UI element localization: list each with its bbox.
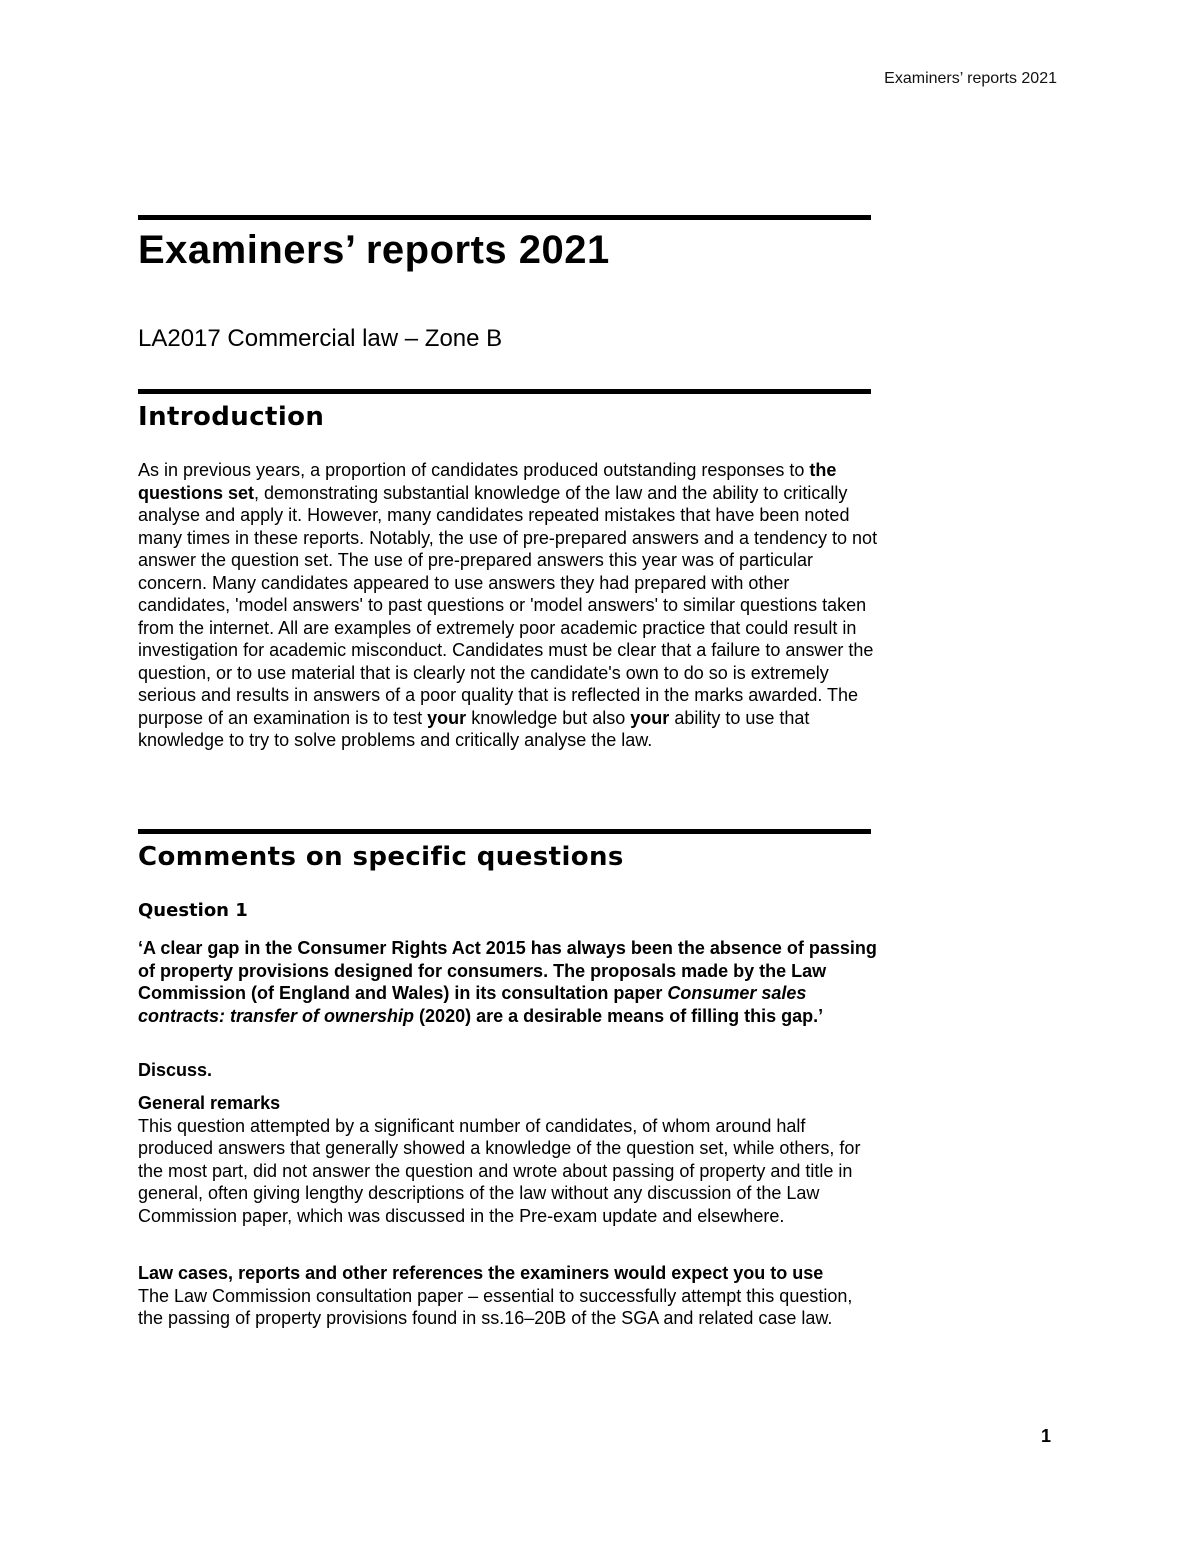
question-quote: [138, 937, 878, 1027]
general-remarks-text: This question attempted by a significant number of candidates, of whom around half produced answers that generally showed a knowledge of the question set, while others, for the most part, did not answer the question and wrote about passing of property and title in general, often giving lengthy descriptions of the law without any discussion of the Law Commission paper, which was discussed in the Pre-exam update and elsewhere.: [138, 1115, 861, 1226]
title-rule: [138, 215, 871, 220]
introduction-heading: Introduction: [138, 402, 325, 432]
law-cases-heading: Law cases, reports and other references the examiners would expect you to use: [138, 1263, 824, 1283]
law-cases-block: [138, 1262, 878, 1330]
intro-text-1: As in previous years, a proportion of candidates produced outstanding responses to: [138, 460, 810, 480]
comments-rule: [138, 829, 871, 834]
running-header: Examiners’ reports 2021: [884, 70, 1057, 87]
intro-text-2: , demonstrating substantial knowledge of the law and the ability to critically analyse and apply it. However, many candidates repeated mistakes that have been noted many times in these reports. Notably, the use of pre-prepared answers and a tendency to not answer the question set. The use of pre-prepared answers this year was of particular concern. Many candidates appeared to use answers they had prepared with other candidates, 'model answers' to past questions or 'model answers' to similar questions taken from the internet. All are examples of extremely poor academic practice that could result in investigation for academic misconduct. Candidates must be clear that a failure to answer the question, or to use material that is clearly not the candidate's own to do so is extremely serious and results in answers of a poor quality that is reflected in the marks awarded. The purpose of an examination is to test: [138, 482, 878, 728]
intro-text-3: knowledge but also: [466, 707, 631, 728]
introduction-rule: [138, 389, 871, 394]
general-remarks-block: [138, 1092, 878, 1227]
comments-heading: Comments on specific questions: [138, 842, 624, 872]
law-cases-text: The Law Commission consultation paper – essential to successfully attempt this question, the passing of property provisions found in ss.16–20B of the SGA and related case law.: [138, 1285, 853, 1328]
quote-text-2: (2020) are a desirable means of filling this gap.’: [414, 1005, 824, 1026]
general-remarks-heading: General remarks: [138, 1093, 281, 1113]
document-title: Examiners’ reports 2021: [138, 228, 610, 272]
quote-italic-title: Consumer sales contracts: transfer of ownership: [138, 983, 807, 1026]
question-label: Question 1: [138, 900, 248, 921]
intro-emphasis-questions-set: the questions set: [138, 460, 837, 503]
intro-text-4: ability to use that knowledge to try to solve problems and critically analyse the law.: [138, 707, 810, 750]
quote-text-1: ‘A clear gap in the Consumer Rights Act 2015 has always been the absence of passing of property provisions designed for consumers. The proposals made by the Law Commission (of England and Wales) in its consultation paper: [138, 938, 877, 1003]
intro-emphasis-your-2: your: [630, 707, 670, 728]
course-subtitle: LA2017 Commercial law – Zone B: [138, 325, 503, 352]
intro-emphasis-your-1: your: [427, 707, 467, 728]
discuss-label: Discuss.: [138, 1060, 213, 1080]
introduction-paragraph: [138, 459, 878, 752]
page-number: 1: [1040, 1426, 1051, 1446]
